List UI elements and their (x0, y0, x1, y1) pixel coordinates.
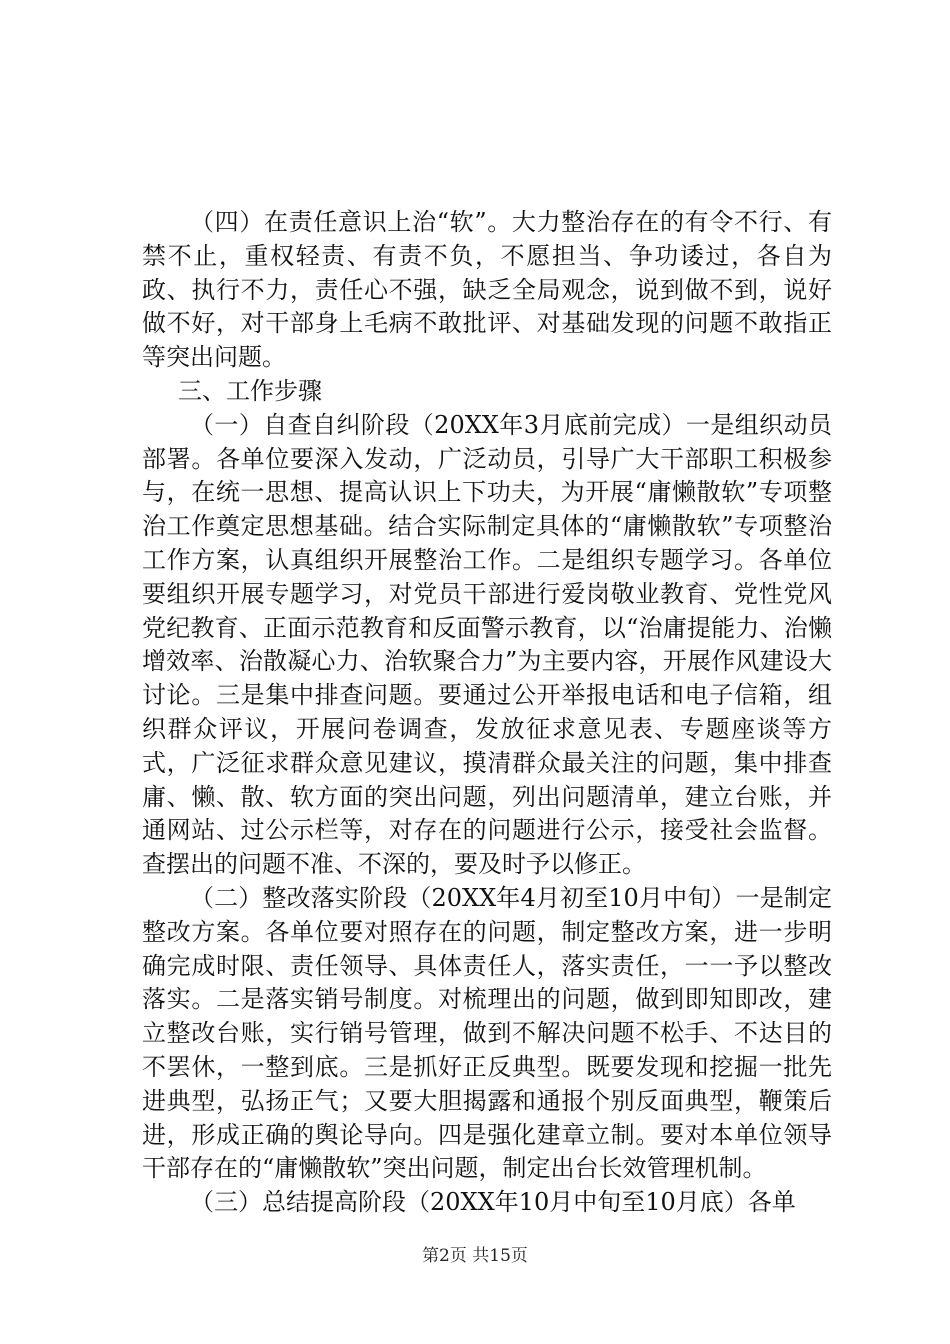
paragraph-summary-stage: （三）总结提高阶段（20XX年10月中旬至10月底）各单 (190, 1188, 796, 1217)
paragraph-self-inspection-stage: （一）自查自纠阶段（20XX年3月底前完成）一是组织动员部署。各单位要深入发动，广泛动员，引导广大干部职工积极参与，在统一思想、提高认识上下功夫，为开展“庸懒散软”专项整治工作奠定思想基础。结合实际制定具体的“庸懒散软”专项整治工作方案，认真组织开展整治工作。二是组织专题学习。各单位要组织开展专题学习，对党员干部进行爱岗敬业教育、党性党风党纪教育、正面示范教育和反面警示教育，以“治庸提能力、治懒增效率、治散凝心力、治软聚合力”为主要内容，开展作风建设大讨论。三是集中排查问题。要通过公开举报电话和电子信箱，组织群众评议，开展问卷调查，发放征求意见表、专题座谈等方式，广泛征求群众意见建议，摸清群众最关注的问题，集中排查庸、懒、散、软方面的突出问题，列出问题清单，建立台账，并通网站、过公示栏等，对存在的问题进行公示，接受社会监督。查摆出的问题不准、不深的，要及时予以修正。 (142, 410, 832, 879)
paragraph-rectification-stage: （二）整改落实阶段（20XX年4月初至10月中旬）一是制定整改方案。各单位要对照存在的问题，制定整改方案，进一步明确完成时限、责任领导、具体责任人，落实责任，一一予以整改落实。二是落实销号制度。对梳理出的问题，做到即知即改，建立整改台账，实行销号管理，做到不解决问题不松手、不达目的不罢休，一整到底。三是抓好正反典型。既要发现和挖掘一批先进典型，弘扬正气；又要大胆揭露和通报个别反面典型，鞭策后进，形成正确的舆论导向。四是强化建章立制。要对本单位领导干部存在的“庸懒散软”突出问题，制定出台长效管理机制。 (142, 883, 832, 1183)
page-footer (0, 1241, 950, 1266)
page-number: 第2页 共15页 (422, 1246, 528, 1266)
document-body (142, 206, 832, 1220)
paragraph-responsibility: （四）在责任意识上治“软”。大力整治存在的有令不行、有禁不止，重权轻责、有责不负，不愿担当、争功诿过，各自为政、执行不力，责任心不强，缺乏全局观念，说到做不到，说好做不好，对干部身上毛病不敢批评、对基础发现的问题不敢指正等突出问题。 (142, 208, 832, 372)
section-heading-work-steps: 三、工作步骤 (178, 376, 322, 405)
